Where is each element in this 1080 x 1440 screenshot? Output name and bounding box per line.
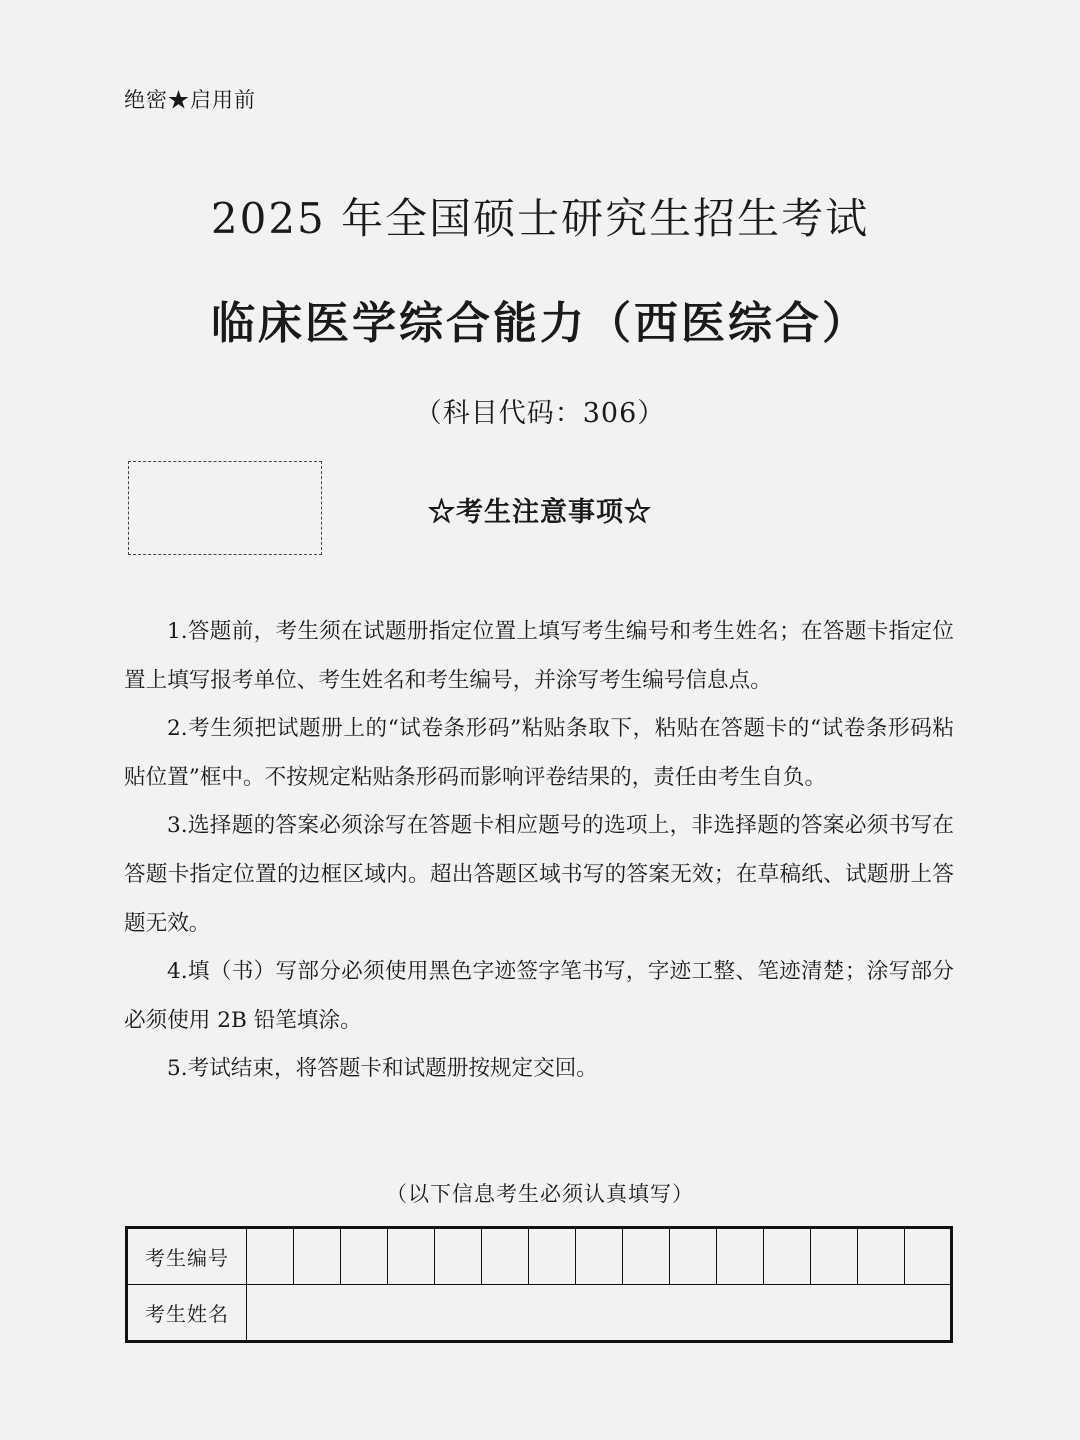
instructions [124, 608, 954, 1094]
secret-mark: 绝密★启用前 [124, 88, 256, 112]
candidate-id-cell[interactable] [294, 1228, 341, 1285]
candidate-id-cell[interactable] [482, 1228, 529, 1285]
instruction-item-1: 1.答题前，考生须在试题册指定位置上填写考生编号和考生姓名；在答题卡指定位置上填写报考单位、考生姓名和考生编号，并涂写考生编号信息点。 [124, 619, 954, 693]
candidate-name-row [127, 1285, 952, 1342]
instruction-item-4: 4.填（书）写部分必须使用黑色字迹签字笔书写，字迹工整、笔迹清楚；涂写部分必须使用 2B 铅笔填涂。 [124, 959, 954, 1033]
candidate-id-cell[interactable] [623, 1228, 670, 1285]
candidate-id-cell[interactable] [670, 1228, 717, 1285]
candidate-id-cell[interactable] [905, 1228, 952, 1285]
candidate-id-row [127, 1228, 952, 1285]
instruction-item-2: 2.考生须把试题册上的“试卷条形码”粘贴条取下，粘贴在答题卡的“试卷条形码粘贴位置”框中。不按规定粘贴条形码而影响评卷结果的，责任由考生自负。 [124, 716, 954, 790]
candidate-id-cell[interactable] [247, 1228, 294, 1285]
candidate-id-label: 考生编号 [127, 1228, 247, 1285]
exam-title: 2025 年全国硕士研究生招生考试 [210, 194, 870, 243]
candidate-id-cell[interactable] [388, 1228, 435, 1285]
candidate-id-cell[interactable] [764, 1228, 811, 1285]
candidate-info-table [125, 1226, 953, 1343]
candidate-id-cell[interactable] [717, 1228, 764, 1285]
notice-heading: ☆考生注意事项☆ [428, 497, 652, 528]
candidate-name-label: 考生姓名 [127, 1285, 247, 1342]
subject-code: （科目代码：306） [414, 398, 666, 429]
instruction-item-3: 3.选择题的答案必须涂写在答题卡相应题号的选项上，非选择题的答案必须书写在答题卡指定位置的边框区域内。超出答题区域书写的答案无效；在草稿纸、试题册上答题无效。 [124, 813, 954, 936]
instruction-item-5: 5.考试结束，将答题卡和试题册按规定交回。 [167, 1056, 598, 1082]
candidate-id-cell[interactable] [858, 1228, 905, 1285]
candidate-id-cell[interactable] [811, 1228, 858, 1285]
fill-note: （以下信息考生必须认真填写） [386, 1182, 694, 1206]
candidate-id-cell[interactable] [576, 1228, 623, 1285]
candidate-id-cell[interactable] [529, 1228, 576, 1285]
candidate-id-cell[interactable] [341, 1228, 388, 1285]
candidate-name-field[interactable] [247, 1285, 952, 1342]
candidate-id-cell[interactable] [435, 1228, 482, 1285]
subject-title: 临床医学综合能力（西医综合） [211, 298, 869, 349]
